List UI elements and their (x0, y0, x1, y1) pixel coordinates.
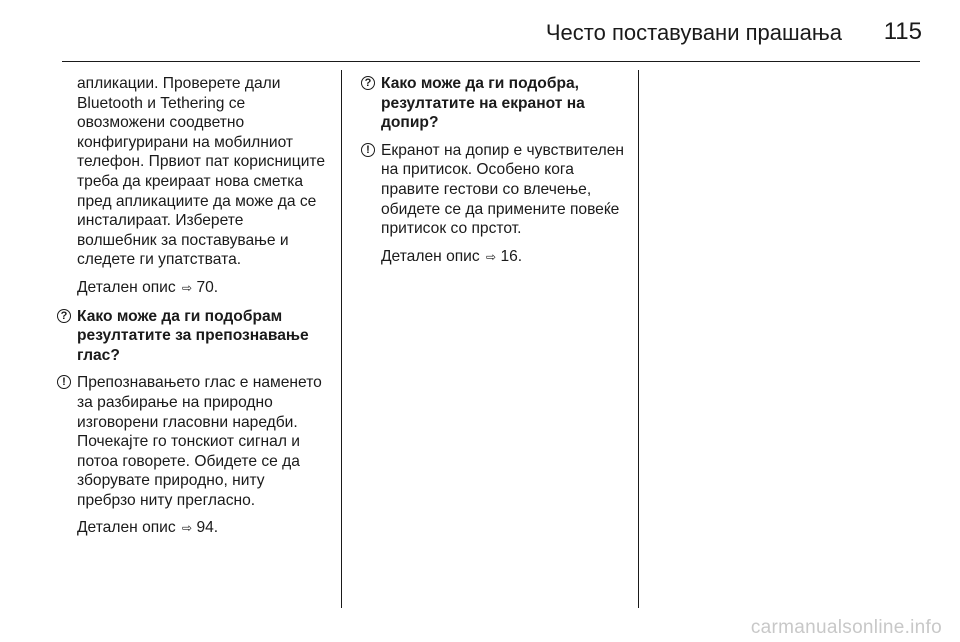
reference (77, 278, 327, 299)
column-divider (638, 70, 639, 608)
exclamation-icon: ! (57, 375, 71, 389)
answer-block (366, 141, 629, 239)
arrow-icon: ⇨ (182, 521, 193, 536)
question-icon: ? (57, 309, 71, 323)
reference-label: Детален опис (381, 247, 480, 265)
reference-page: 70. (196, 278, 219, 296)
column-divider (341, 70, 342, 608)
question-block (364, 74, 629, 133)
answer-text: Препознавањето глас е наменето за разбирање на природно изговорени гласовни наредби. Почекајте го тонскиот сигнал и потоа говорете. Обидете се да зборувате природно, ниту пребрзо ниту прегласно. (77, 374, 322, 509)
question-icon: ? (361, 76, 375, 90)
arrow-icon: ⇨ (182, 280, 193, 295)
answer-block (62, 373, 327, 510)
column-left (60, 74, 327, 547)
page-header (0, 0, 960, 62)
reference-label: Детален опис (77, 278, 176, 296)
exclamation-icon: ! (361, 143, 375, 157)
reference (77, 518, 327, 539)
page-number: 115 (883, 18, 922, 45)
arrow-icon: ⇨ (486, 249, 497, 264)
question-text: Како може да ги подобра, резултатите на екранот на допир? (381, 75, 585, 132)
paragraph: апликации. Проверете дали Bluetooth и Tethering се овозможени соодветно конфигурирани на мобилниот телефон. Првиот пат корисниците треба да креираат нова сметка пред апликациите да може да се инсталираат. Изберете волшебник за поставување и следете ги упатствата. (77, 75, 326, 269)
reference-page: 94. (196, 519, 219, 537)
reference-page: 16. (500, 247, 523, 265)
watermark: carmanualsonline.info (750, 617, 942, 638)
reference (381, 247, 629, 268)
header-rule (62, 61, 920, 62)
question-block (60, 307, 327, 366)
question-text: Како може да ги подобрам резултатите за препознавање глас? (77, 307, 309, 364)
reference-label: Детален опис (77, 519, 176, 537)
page-title: Често поставувани прашања (545, 20, 842, 45)
answer-text: Екранот на допир е чувствителен на притисок. Особено кога правите гестови со влечење, обидете се да примените повеќе притисок со прстот. (381, 141, 625, 238)
column-middle (364, 74, 629, 275)
